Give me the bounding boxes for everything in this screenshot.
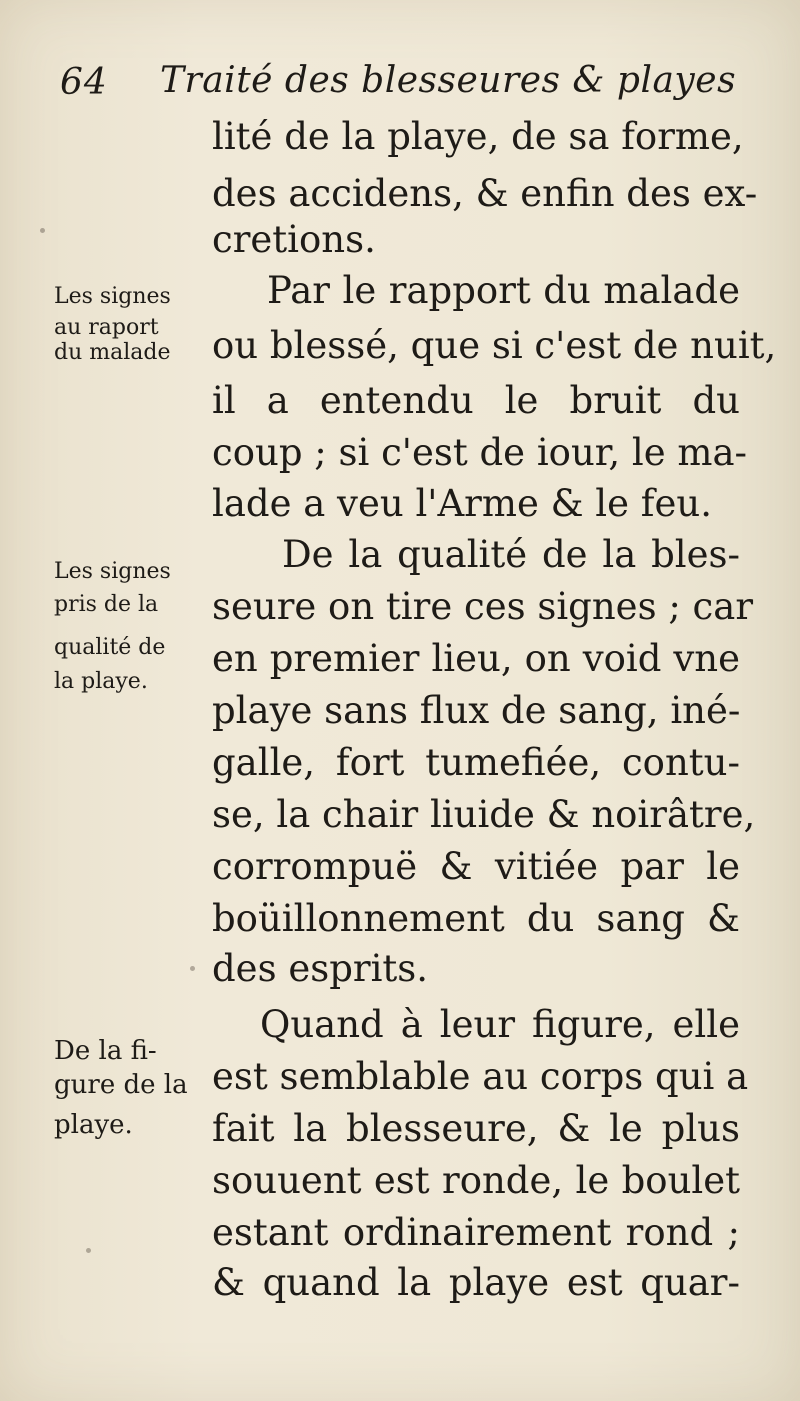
text-line: playe sans flux de sang, iné- — [212, 689, 741, 732]
text-line: Par le rapport du malade — [267, 269, 740, 312]
margin-note-line: gure de la — [54, 1070, 188, 1100]
text-line: & quand la playe est quar- — [212, 1261, 740, 1304]
page-number: 64 — [60, 62, 108, 103]
text-line: De la qualité de la bles- — [282, 533, 740, 576]
text-line: il a entendu le bruit du — [212, 379, 740, 422]
text-line: des accidens, & enfin des ex- — [212, 172, 758, 215]
text-line: estant ordinairement rond ; — [212, 1211, 740, 1254]
text-line: se, la chair liuide & noirâtre, — [212, 793, 756, 836]
margin-note-line: Les signes — [54, 559, 171, 584]
text-line: lade a veu l'Arme & le feu. — [212, 482, 712, 525]
text-line: Quand à leur figure, elle — [260, 1003, 740, 1046]
margin-note-line: du malade — [54, 340, 171, 365]
margin-note-line: De la fi- — [54, 1036, 157, 1066]
text-line: seure on tire ces signes ; car — [212, 585, 754, 628]
text-line: fait la blesseure, & le plus — [212, 1107, 740, 1150]
text-line: souuent est ronde, le boulet — [212, 1159, 740, 1202]
text-line: boüillonnement du sang & — [212, 897, 740, 940]
text-line: est semblable au corps qui a — [212, 1055, 749, 1098]
text-line: en premier lieu, on void vne — [212, 637, 740, 680]
text-line: des esprits. — [212, 947, 429, 990]
text-line: ou blessé, que si c'est de nuit, — [212, 324, 777, 367]
text-line: coup ; si c'est de iour, le ma- — [212, 431, 748, 474]
margin-note-line: pris de la — [54, 592, 159, 617]
text-line: corrompuë & vitiée par le — [212, 845, 740, 888]
margin-note-line: playe. — [54, 1110, 133, 1140]
running-title: Traité des blesseures & playes — [160, 60, 737, 101]
margin-note-line: au raport — [54, 315, 159, 340]
ink-speck — [40, 228, 45, 233]
margin-note-line: la playe. — [54, 669, 148, 694]
ink-speck — [86, 1248, 91, 1253]
margin-note-line: Les signes — [54, 284, 171, 309]
ink-speck — [190, 966, 195, 971]
margin-note-line: qualité de — [54, 635, 166, 660]
text-line: cretions. — [212, 218, 376, 261]
text-line: galle, fort tumefiée, contu- — [212, 741, 740, 784]
text-line: lité de la playe, de sa forme, — [212, 115, 744, 158]
